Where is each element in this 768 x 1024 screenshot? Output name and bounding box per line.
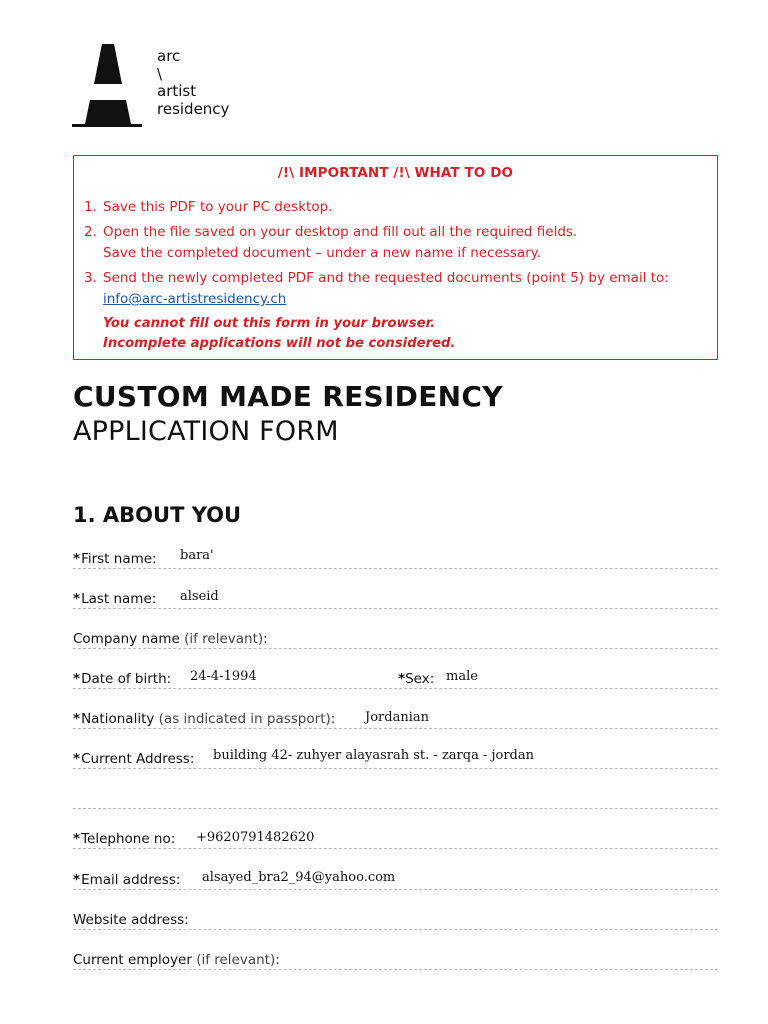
sex-value[interactable]: male — [446, 669, 478, 684]
step-text: Send the newly completed PDF and the requested documents (point 5) by email to: — [103, 270, 669, 286]
logo-line-arc: arc — [157, 47, 181, 65]
logo-line-slash: \ — [157, 64, 163, 83]
warning-text — [103, 314, 455, 354]
date-of-birth-value[interactable]: 24-4-1994 — [190, 669, 257, 684]
arc-cone-logo-icon — [72, 44, 144, 130]
current-address-value[interactable]: building 42- zuhyer alayasrah st. - zarqa - jordan — [213, 748, 535, 763]
nationality-value[interactable]: Jordanian — [365, 710, 429, 725]
first-name-label: *First name: — [73, 551, 157, 567]
website-address-label: Website address: — [73, 912, 189, 928]
current-address-field[interactable] — [73, 748, 718, 769]
instruction-step-1 — [84, 196, 332, 218]
email-address-value[interactable]: alsayed_bra2_94@yahoo.com — [202, 870, 396, 885]
required-asterisk: * — [73, 551, 81, 567]
nationality-label: *Nationality (as indicated in passport): — [73, 711, 336, 727]
website-address-field[interactable] — [73, 909, 718, 930]
important-title: /!\ IMPORTANT /!\ WHAT TO DO — [277, 165, 514, 181]
email-link[interactable]: info@arc-artistresidency.ch — [103, 291, 287, 307]
logo-line-artist: artist — [157, 82, 197, 100]
telephone-field[interactable] — [73, 828, 718, 849]
form-subtitle: APPLICATION FORM — [73, 416, 339, 447]
step-text: Open the file saved on your desktop and fill out all the required fields. — [103, 224, 578, 240]
warning-browser: You cannot fill out this form in your browser. — [103, 316, 436, 331]
email-address-field[interactable] — [73, 869, 718, 890]
last-name-value[interactable]: alseid — [180, 589, 219, 604]
step-continuation: Save the completed document – under a new name if necessary. — [103, 245, 542, 261]
current-address-label: *Current Address: — [73, 751, 195, 767]
current-employer-label: Current employer (if relevant): — [73, 952, 280, 968]
step-number: 2. — [84, 224, 97, 240]
arc-logo — [72, 44, 252, 130]
important-instructions-box — [73, 155, 718, 360]
warning-incomplete: Incomplete applications will not be considered. — [103, 336, 456, 351]
telephone-label: *Telephone no: — [73, 831, 176, 847]
required-asterisk: * — [73, 591, 81, 607]
instruction-step-3 — [84, 267, 669, 310]
step-number: 1. — [84, 199, 97, 215]
last-name-label: *Last name: — [73, 591, 157, 607]
logo-wordmark — [157, 48, 229, 118]
section-about-you-title: 1. ABOUT YOU — [73, 503, 242, 527]
nationality-field[interactable] — [73, 708, 718, 729]
dob-sex-row — [73, 668, 718, 689]
telephone-value[interactable]: +9620791482620 — [196, 830, 315, 845]
sex-label: *Sex: — [398, 671, 435, 687]
instruction-step-2 — [84, 221, 577, 264]
first-name-field[interactable] — [73, 548, 718, 569]
first-name-value[interactable]: bara' — [180, 548, 214, 563]
last-name-field[interactable] — [73, 588, 718, 609]
current-employer-field[interactable] — [73, 949, 718, 970]
current-address-line-2[interactable] — [73, 788, 718, 809]
email-address-label: *Email address: — [73, 872, 181, 888]
date-of-birth-label: *Date of birth: — [73, 671, 172, 687]
form-title: CUSTOM MADE RESIDENCY — [73, 380, 503, 413]
company-name-label: Company name (if relevant): — [73, 631, 268, 647]
company-name-field[interactable] — [73, 628, 718, 649]
step-number: 3. — [84, 270, 97, 286]
logo-line-residency: residency — [157, 99, 230, 118]
step-text: Save this PDF to your PC desktop. — [103, 199, 333, 215]
